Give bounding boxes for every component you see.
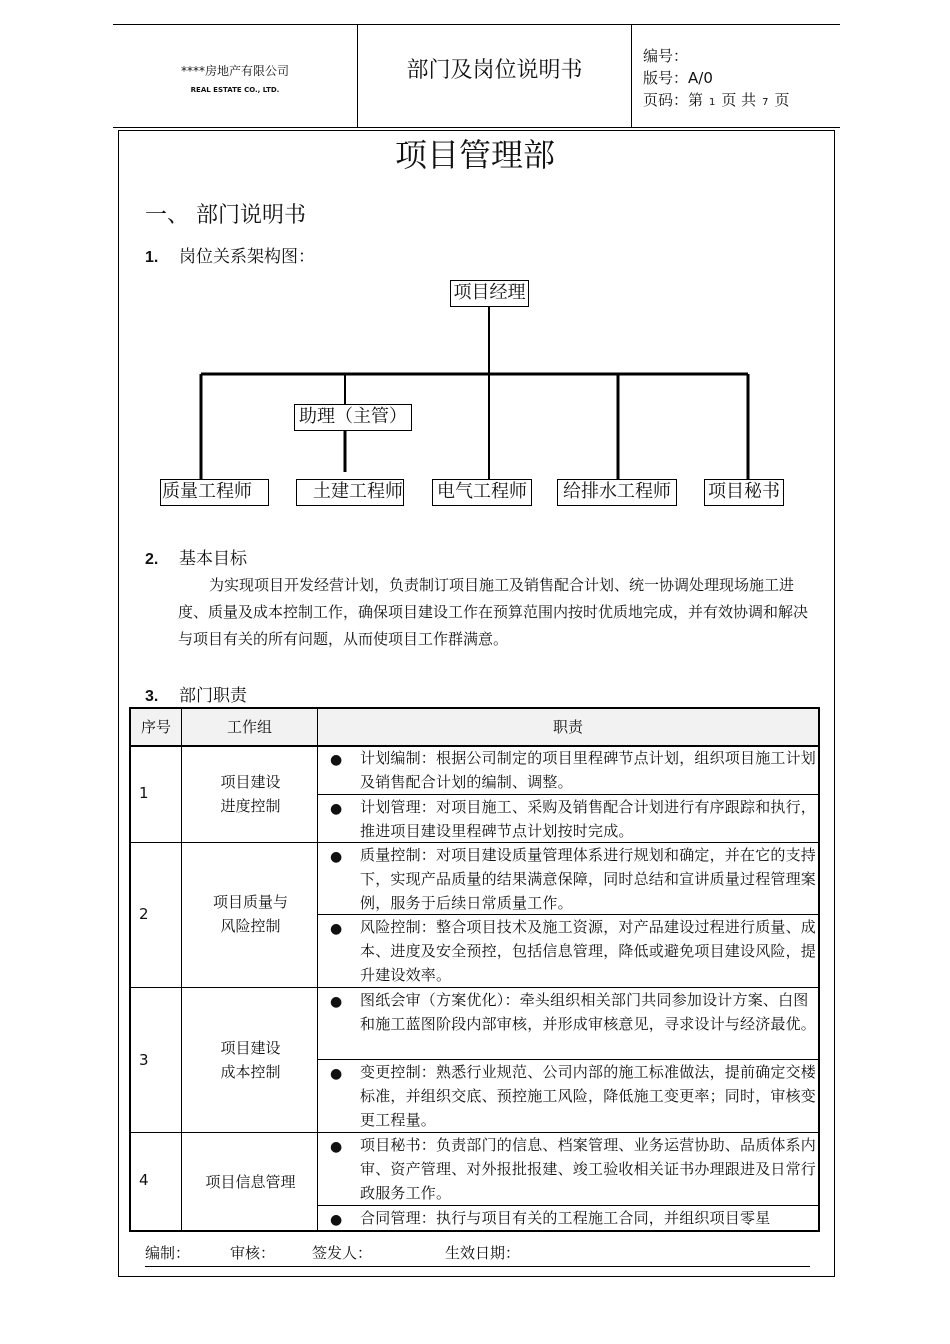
table-header: 序号 (140, 718, 171, 736)
effective-date-label: 生效日期： (445, 1244, 521, 1262)
subheading-number: 2. (145, 551, 159, 568)
duty-item (320, 746, 818, 794)
company-name: ****房地产有限公司 (180, 64, 289, 78)
row-group (183, 770, 318, 818)
duty-text: 项目秘书：负责部门的信息、档案管理、业务运营协助、品质体系内审、资产管理、对外报批报建、竣工验收相关证书办理跟进及日常行政服务工作。 (360, 1136, 817, 1202)
duty-text: 图纸会审（方案优化）：牵头组织相关部门共同参加设计方案、白图和施工蓝图阶段内部审核，并形成审核意见，寻求设计与经济最优。 (360, 991, 817, 1033)
duty-text: 质量控制：对项目建设质量管理体系进行规划和确定，并在它的支持下，实现产品质量的结果满意保障，同时总结和宣讲质量过程管理案例，服务于后续日常质量工作。 (360, 846, 817, 912)
doc-code: 编号： (643, 47, 689, 65)
page-label: 页码：第 (643, 91, 704, 109)
signature-footer (145, 1242, 810, 1267)
duty-item (320, 843, 818, 915)
org-node-leaf: 电气工程师 (432, 479, 532, 506)
duty-item (320, 1206, 818, 1230)
page-end: 页 (774, 91, 790, 109)
row-group-label: 项目质量与 风险控制 (212, 893, 288, 935)
duty-text: 变更控制：熟悉行业规范、公司内部的施工标准做法，提前确定交楼标准，并组织交底、预控施工风险，降低施工变更率；同时，审核变更工程量。 (360, 1063, 817, 1129)
subheading-label: 部门职责 (179, 686, 247, 706)
bullet-icon: ● (330, 1139, 343, 1155)
org-node-assistant: 助理（主管） (294, 404, 412, 431)
bullet-icon: ● (330, 752, 343, 768)
subheading-label: 岗位关系架构图： (179, 247, 315, 267)
duties-table (129, 707, 820, 1232)
duty-item (320, 988, 818, 1060)
row-group (183, 1036, 318, 1084)
subheading-number: 1. (145, 249, 159, 266)
subheading-number: 3. (145, 688, 159, 705)
row-group (183, 1170, 318, 1194)
row-number: 1 (139, 784, 149, 802)
row-group-label: 项目建设 进度控制 (220, 773, 281, 815)
org-node-leaf: 质量工程师 (160, 479, 269, 506)
row-number: 4 (139, 1171, 149, 1189)
duty-item (320, 1133, 818, 1205)
page-mid: 页 共 (721, 91, 757, 109)
page-total: 7 (762, 97, 769, 108)
row-group (183, 890, 318, 938)
duty-item (320, 915, 818, 987)
bullet-icon: ● (330, 1212, 343, 1228)
duty-item (320, 795, 818, 843)
page-current: 1 (709, 97, 716, 108)
bullet-icon: ● (330, 849, 343, 865)
bullet-icon: ● (330, 921, 343, 937)
duty-text: 风险控制：整合项目技术及施工资源，对产品建设过程进行质量、成本、进度及安全预控，包括信息管理，降低或避免项目建设风险，提升建设效率。 (360, 918, 817, 984)
org-node-leaf: 给排水工程师 (557, 479, 677, 506)
duty-text: 计划编制：根据公司制定的项目里程碑节点计划，组织项目施工计划及销售配合计划的编制、调整。 (360, 749, 817, 791)
subheading-goal (145, 544, 247, 569)
table-header: 职责 (552, 718, 583, 736)
duty-item (320, 1060, 818, 1132)
document-title: 部门及岗位说明书 (406, 58, 583, 83)
compiled-by-label: 编制： (145, 1244, 191, 1262)
page-title: 项目管理部 (394, 136, 555, 174)
duty-text: 合同管理：执行与项目有关的工程施工合同，并组织项目零星 (360, 1209, 771, 1227)
org-chart-lines (0, 0, 950, 520)
row-group-label: 项目建设 成本控制 (220, 1039, 281, 1081)
reviewed-by-label: 审核： (230, 1244, 276, 1262)
bullet-icon: ● (330, 801, 343, 817)
company-name-en: REAL ESTATE CO., LTD. (190, 86, 280, 94)
section-heading: 一、 部门说明书 (145, 203, 306, 228)
org-node-leaf: 项目秘书 (704, 479, 784, 506)
doc-version: 版号：A/0 (643, 69, 713, 87)
goal-paragraph: 为实现项目开发经营计划，负责制订项目施工及销售配合计划、统一协调处理现场施工进度、质量及成本控制工作，确保项目建设工作在预算范围内按时优质地完成，并有效协调和解决与项目有关的所有问题，从而使项目工作群满意。 (178, 576, 809, 648)
duty-text: 计划管理：对项目施工、采购及销售配合计划进行有序跟踪和执行，推进项目建设里程碑节点计划按时完成。 (360, 798, 817, 840)
row-number: 2 (139, 905, 149, 923)
org-node-leaf: 土建工程师 (296, 479, 404, 506)
row-group-label: 项目信息管理 (205, 1173, 296, 1191)
table-header: 工作组 (226, 718, 272, 736)
issuer-label: 签发人： (312, 1244, 373, 1262)
row-number: 3 (139, 1051, 149, 1069)
subheading-duties (145, 681, 247, 706)
bullet-icon: ● (330, 994, 343, 1010)
bullet-icon: ● (330, 1066, 343, 1082)
subheading-label: 基本目标 (179, 549, 247, 569)
org-node-root: 项目经理 (450, 280, 529, 307)
